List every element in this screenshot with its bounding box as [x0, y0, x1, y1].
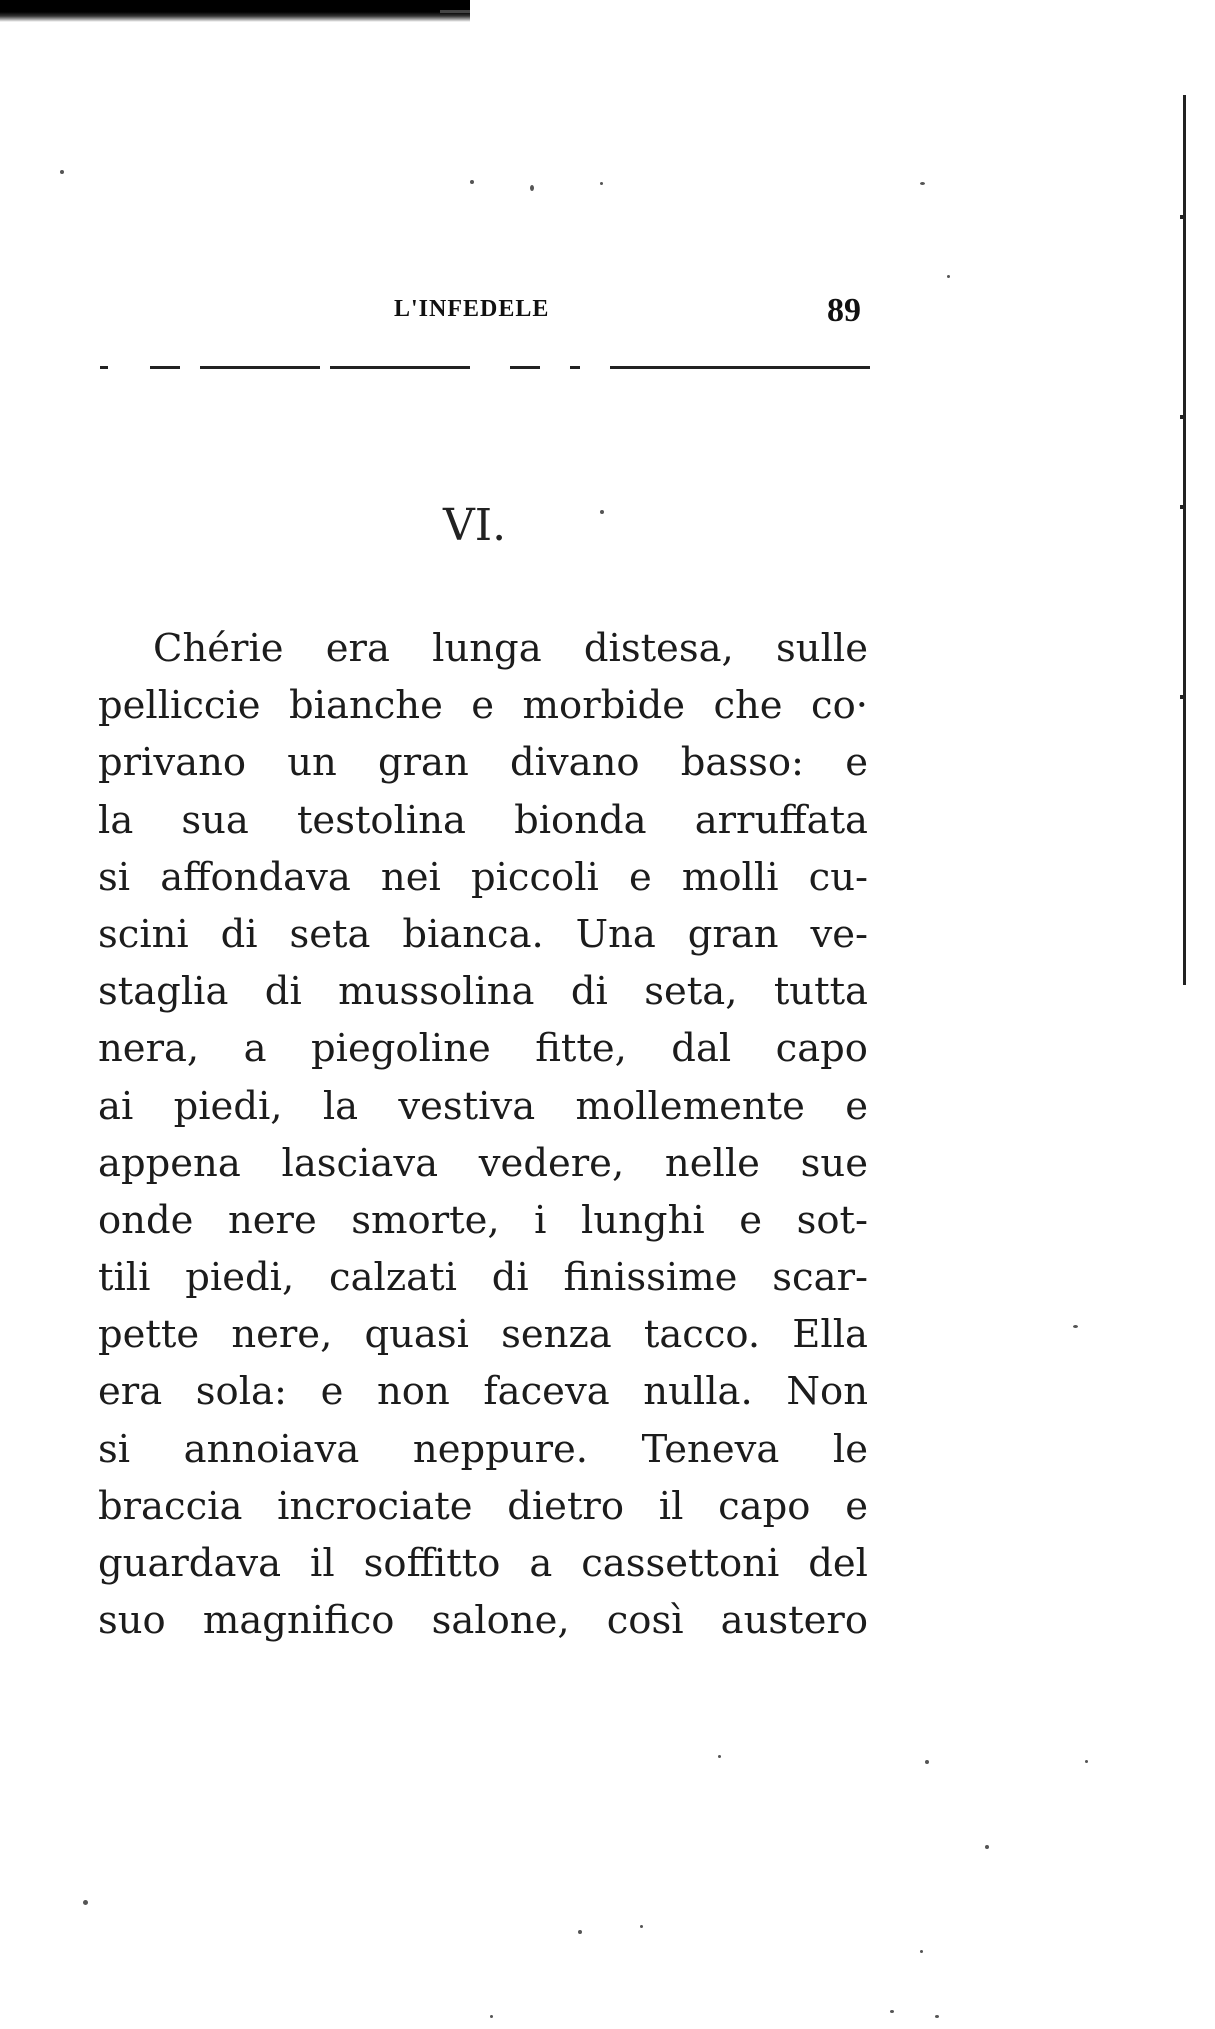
scan-edge-mark-tail	[440, 10, 470, 13]
text-line: appena lasciava vedere, nelle sue	[98, 1140, 868, 1186]
text-line: si affondava nei piccoli e molli cu-	[98, 854, 868, 900]
text-line: suo magnifico salone, così austero	[98, 1598, 868, 1644]
text-line: era sola: e non faceva nulla. Non	[98, 1369, 868, 1415]
scan-speck	[83, 1900, 88, 1905]
running-title: L'INFEDELE	[394, 296, 550, 322]
text-line: privano un gran divano basso: e	[98, 740, 868, 786]
scan-speck	[640, 1925, 643, 1928]
scan-speck	[920, 1950, 923, 1953]
text-line: onde nere smorte, i lunghi e sot-	[98, 1197, 868, 1243]
text-line: pelliccie bianche e morbide che co·	[98, 683, 868, 729]
scan-speck	[60, 170, 64, 174]
text-line: la sua testolina bionda arruffata	[98, 797, 868, 843]
text-line: staglia di mussolina di seta, tutta	[98, 969, 868, 1015]
scan-speck	[890, 2010, 894, 2013]
chapter-number: VI.	[443, 500, 507, 551]
scan-speck	[578, 1930, 582, 1934]
scan-edge-mark	[0, 0, 470, 22]
header-rule	[100, 366, 870, 370]
scan-speck	[935, 2015, 939, 2018]
page-header	[100, 292, 870, 336]
scan-speck	[1073, 1325, 1078, 1328]
scan-speck	[600, 182, 603, 185]
rule-segment	[200, 366, 320, 369]
text-line: pette nere, quasi senza tacco. Ella	[98, 1312, 868, 1358]
edge-notch	[1180, 505, 1186, 509]
text-line: nera, a piegoline fitte, dal capo	[98, 1026, 868, 1072]
scan-speck	[920, 182, 925, 185]
rule-segment	[150, 366, 180, 369]
text-line: tili piedi, calzati di finissime scar-	[98, 1255, 868, 1301]
scan-speck	[718, 1755, 721, 1758]
scan-speck	[600, 510, 604, 514]
text-line: scini di seta bianca. Una gran ve-	[98, 911, 868, 957]
text-line: ai piedi, la vestiva mollemente e	[98, 1083, 868, 1129]
scan-speck	[985, 1845, 989, 1849]
edge-notch	[1180, 695, 1186, 699]
edge-notch	[1180, 215, 1186, 219]
body-paragraph	[98, 620, 868, 1649]
scan-speck	[925, 1760, 929, 1764]
edge-notch	[1180, 415, 1186, 419]
scan-speck	[1085, 1760, 1088, 1763]
text-line: guardava il soffitto a cassettoni del	[98, 1541, 868, 1586]
rule-segment	[510, 366, 540, 369]
scan-speck	[530, 185, 534, 191]
text-line: Chérie era lunga distesa, sulle	[153, 626, 868, 671]
rule-segment	[330, 366, 470, 369]
rule-segment	[570, 366, 580, 369]
scan-speck	[470, 180, 474, 184]
text-line: braccia incrociate dietro il capo e	[98, 1483, 868, 1529]
scan-speck	[490, 2015, 493, 2018]
scan-speck	[947, 275, 950, 278]
rule-segment	[610, 366, 870, 369]
page-edge-line	[1183, 95, 1192, 985]
text-line: si annoiava neppure. Teneva le	[98, 1426, 868, 1472]
rule-segment	[100, 366, 108, 369]
page-number: 89	[827, 292, 861, 329]
